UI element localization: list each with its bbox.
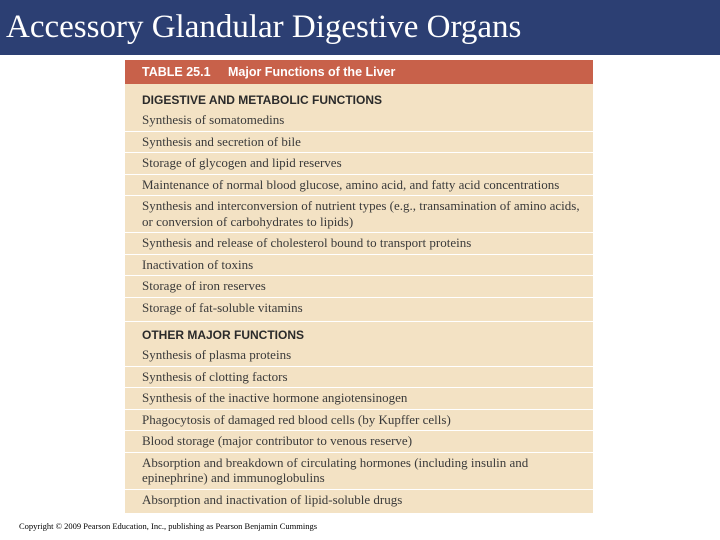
table-section [125, 84, 593, 318]
table-row: Absorption and breakdown of circulating hormones (including insulin and epinephrine) and immunoglobulins [125, 453, 593, 490]
table-row: Inactivation of toxins [125, 255, 593, 277]
table-number: TABLE 25.1 [142, 65, 211, 79]
table-section [125, 321, 593, 510]
table-caption: Major Functions of the Liver [228, 65, 396, 79]
table-row: Blood storage (major contributor to venous reserve) [125, 431, 593, 453]
table-row: Synthesis and secretion of bile [125, 132, 593, 154]
table-row: Storage of iron reserves [125, 276, 593, 298]
table-row: Synthesis of the inactive hormone angiotensinogen [125, 388, 593, 410]
table-row: Synthesis and interconversion of nutrient types (e.g., transamination of amino acids, or conversion of carbohydrates to lipids) [125, 196, 593, 233]
table-row: Storage of fat-soluble vitamins [142, 299, 303, 315]
table-body [125, 84, 593, 510]
table-row: Synthesis of clotting factors [125, 367, 593, 389]
table-row: Synthesis of somatomedins [125, 110, 593, 132]
title-bar [0, 0, 720, 55]
section-heading: DIGESTIVE AND METABOLIC FUNCTIONS [142, 93, 382, 107]
table-row: Storage of glycogen and lipid reserves [125, 153, 593, 175]
copyright-notice: Copyright © 2009 Pearson Education, Inc., publishing as Pearson Benjamin Cummings [19, 521, 318, 531]
table-row: Synthesis of plasma proteins [125, 345, 593, 367]
table-header [125, 60, 593, 84]
table-row: Maintenance of normal blood glucose, amino acid, and fatty acid concentrations [125, 175, 593, 197]
table-row: Phagocytosis of damaged red blood cells (by Kupffer cells) [125, 410, 593, 432]
slide-title: Accessory Glandular Digestive Organs [6, 9, 522, 45]
table-row: Absorption and inactivation of lipid-soluble drugs [142, 491, 403, 507]
section-heading: OTHER MAJOR FUNCTIONS [142, 328, 304, 342]
table-row: Synthesis and release of cholesterol bound to transport proteins [125, 233, 593, 255]
liver-functions-table [125, 60, 593, 513]
